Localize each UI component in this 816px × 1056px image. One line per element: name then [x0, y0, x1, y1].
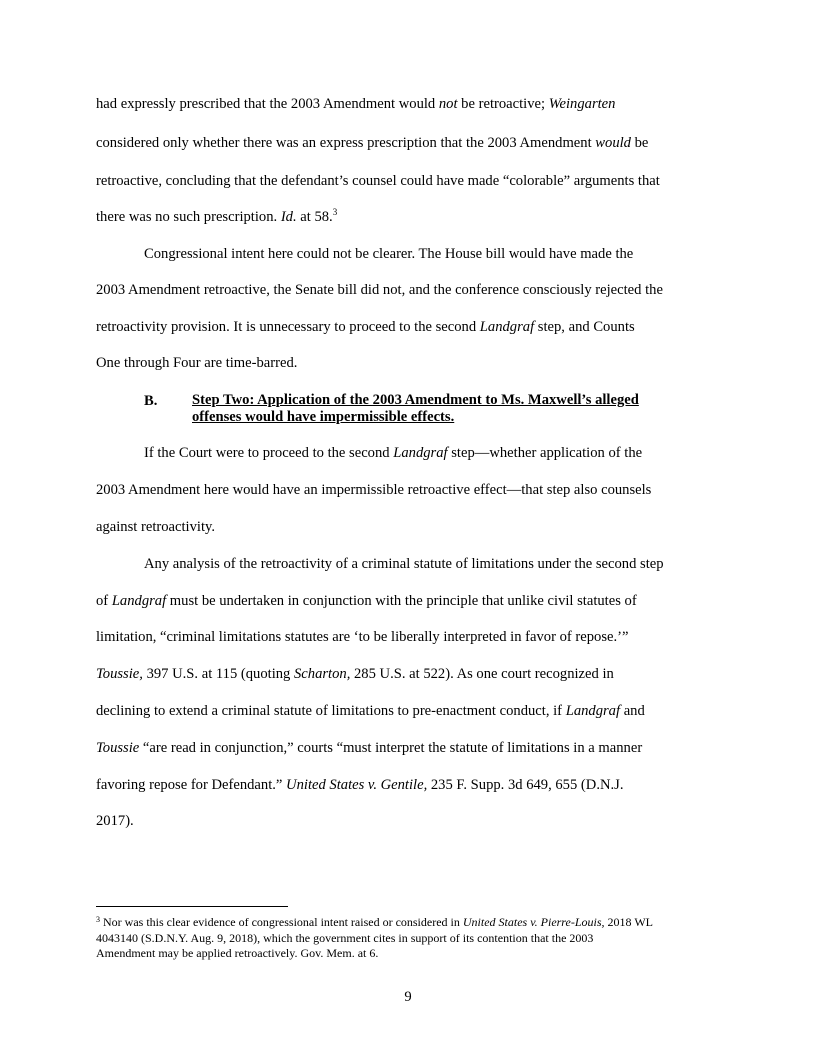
footnote-line: Amendment may be applied retroactively. Gov. Mem. at 6. — [96, 946, 379, 960]
body-line: Congressional intent here could not be clearer. The House bill would have made the — [144, 246, 634, 262]
body-line: declining to extend a criminal statute of limitations to pre-enactment conduct, if Landgraf and — [96, 703, 645, 719]
body-line: favoring repose for Defendant.” United States v. Gentile, 235 F. Supp. 3d 649, 655 (D.N.J. — [96, 777, 624, 793]
body-line: had expressly prescribed that the 2003 Amendment would not be retroactive; Weingarten — [96, 96, 616, 112]
body-line: there was no such prescription. Id. at 58.$^3$ — [96, 207, 338, 225]
footnote-ref: 3 — [332, 207, 338, 217]
footnote-line: $^3$ Nor was this clear evidence of congressional intent raised or considered in United States v. Pierre-Louis, 2018 WL — [96, 915, 653, 929]
body-line: Toussie, 397 U.S. at 115 (quoting Scharton, 285 U.S. at 522). As one court recognized in — [96, 666, 614, 682]
body-line: 2003 Amendment retroactive, the Senate bill did not, and the conference consciously rejected the — [96, 282, 663, 298]
section-heading: Step Two: Application of the 2003 Amendment to Ms. Maxwell’s alleged — [192, 392, 639, 408]
body-line: considered only whether there was an express prescription that the 2003 Amendment would be — [96, 135, 649, 151]
body-line: limitation, “criminal limitations statutes are ‘to be liberally interpreted in favor of repose.’” — [96, 629, 629, 645]
body-line: 2017). — [96, 813, 134, 829]
body-line: 2003 Amendment here would have an impermissible retroactive effect—that step also counsels — [96, 482, 652, 498]
body-line: retroactivity provision. It is unnecessary to proceed to the second Landgraf step, and Counts — [96, 319, 635, 335]
body-line: of Landgraf must be undertaken in conjunction with the principle that unlike civil statutes of — [96, 593, 637, 609]
body-line: Toussie “are read in conjunction,” courts “must interpret the statute of limitations in a manner — [96, 740, 643, 756]
body-line: One through Four are time-barred. — [96, 355, 298, 371]
body-line: against retroactivity. — [96, 519, 216, 535]
body-line: If the Court were to proceed to the second Landgraf step—whether application of the — [144, 445, 643, 461]
body-line: Any analysis of the retroactivity of a criminal statute of limitations under the second step — [144, 556, 664, 572]
section-heading: offenses would have impermissible effects. — [192, 409, 455, 425]
page-number: 9 — [404, 989, 412, 1005]
footnote-separator — [96, 906, 288, 907]
footnote-line: 4043140 (S.D.N.Y. Aug. 9, 2018), which the government cites in support of its contention that the 2003 — [96, 931, 594, 945]
section-label: B. — [144, 393, 158, 409]
body-line: retroactive, concluding that the defendant’s counsel could have made “colorable” arguments that — [96, 173, 660, 189]
